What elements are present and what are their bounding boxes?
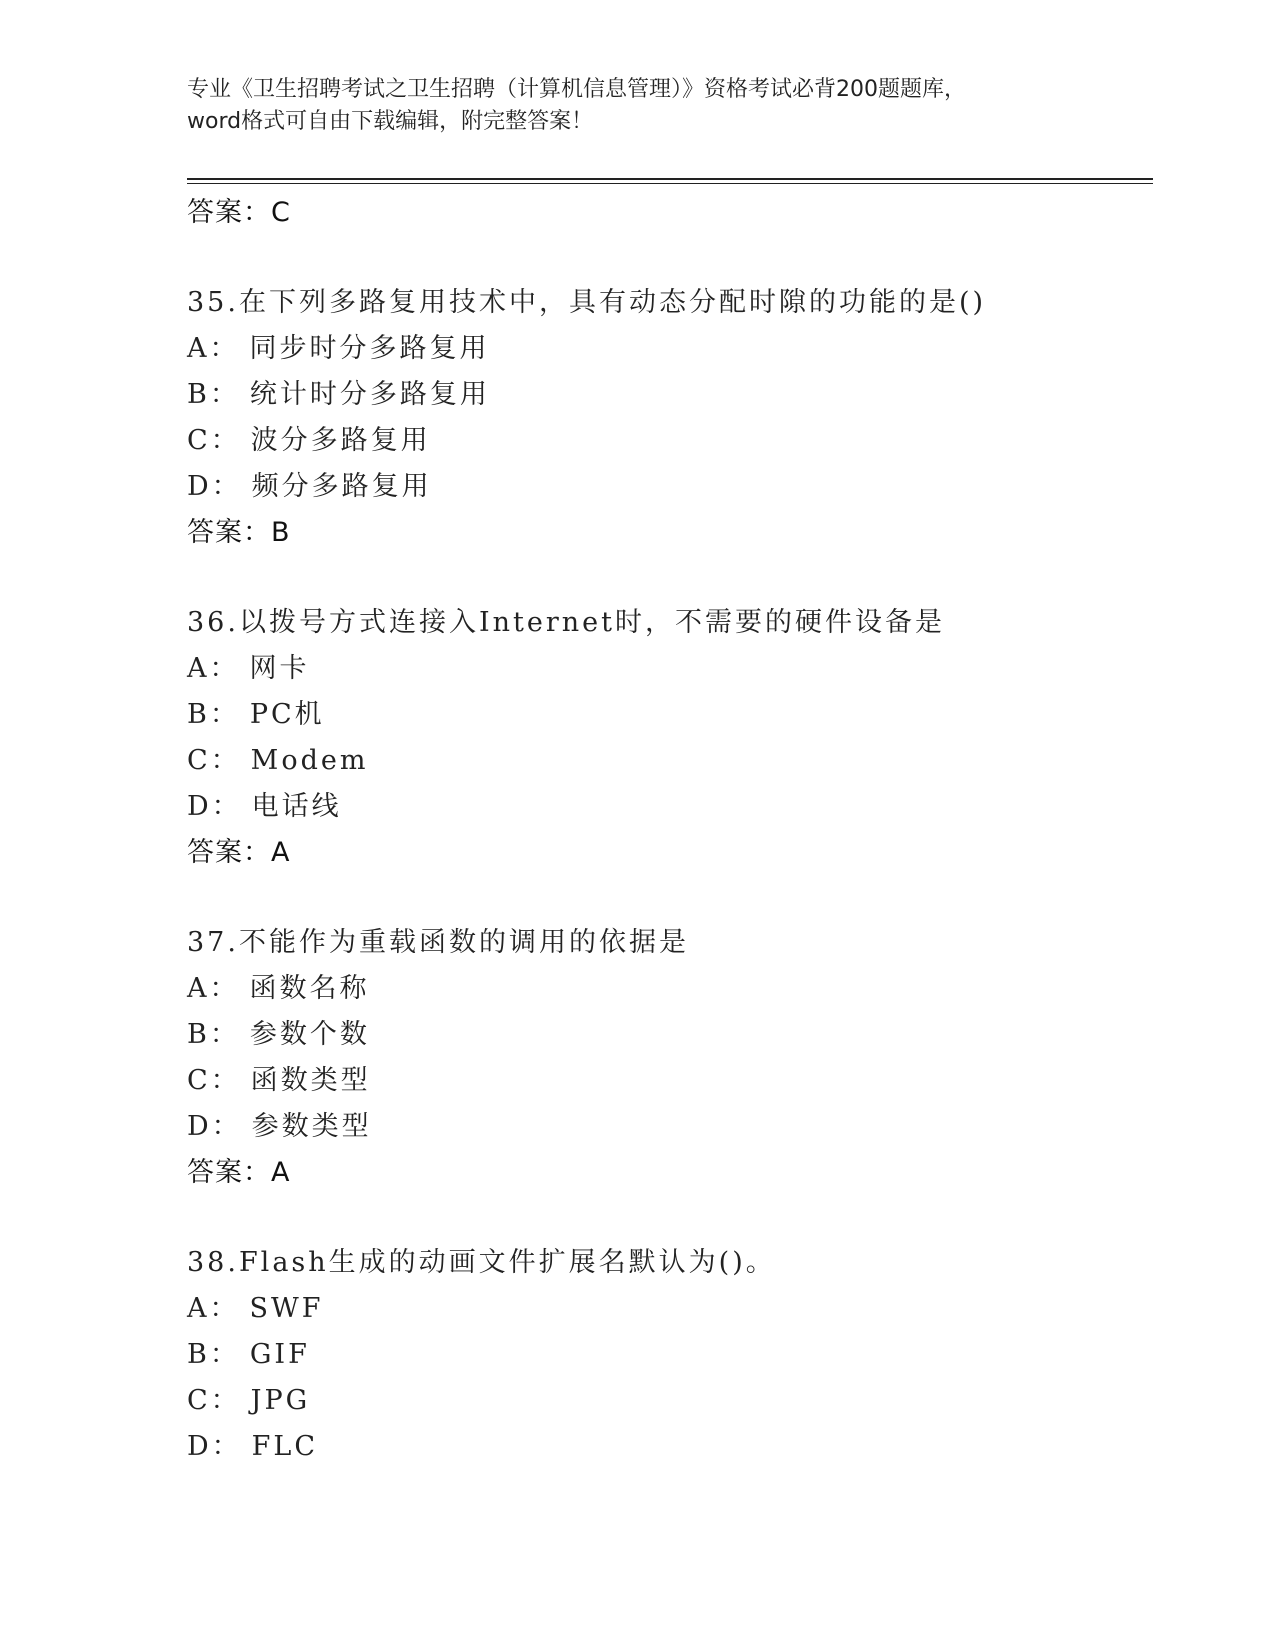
answer-line bbox=[187, 830, 1147, 876]
option-text: PC机 bbox=[249, 699, 325, 730]
option-letter: A： bbox=[187, 1293, 240, 1324]
header-line-2: word格式可自由下载编辑，附完整答案！ bbox=[187, 109, 594, 134]
option-letter: D： bbox=[187, 1431, 242, 1462]
option-text: 参数个数 bbox=[249, 1019, 370, 1050]
answer-line bbox=[187, 1150, 1147, 1196]
answer-value: C bbox=[271, 197, 290, 228]
option-text: 同步时分多路复用 bbox=[249, 333, 490, 364]
option-item bbox=[187, 692, 1147, 738]
option-letter: C： bbox=[187, 1385, 241, 1416]
answer-line bbox=[187, 190, 1147, 236]
answer-value: B bbox=[271, 517, 290, 548]
option-text: 统计时分多路复用 bbox=[249, 379, 490, 410]
question-block bbox=[187, 920, 1147, 1196]
option-text: 函数类型 bbox=[250, 1065, 371, 1096]
document-header bbox=[187, 74, 1087, 138]
option-text: 函数名称 bbox=[249, 973, 370, 1004]
option-item bbox=[187, 372, 1147, 418]
option-item bbox=[187, 1332, 1147, 1378]
option-item bbox=[187, 326, 1147, 372]
option-item bbox=[187, 1424, 1147, 1470]
answer-label: 答案： bbox=[187, 517, 271, 548]
question-number: 35. bbox=[187, 287, 239, 318]
option-text: 电话线 bbox=[251, 791, 342, 822]
question-block bbox=[187, 600, 1147, 876]
option-letter: B： bbox=[187, 699, 240, 730]
option-item bbox=[187, 1058, 1147, 1104]
option-item bbox=[187, 418, 1147, 464]
option-item bbox=[187, 464, 1147, 510]
option-letter: A： bbox=[187, 333, 240, 364]
option-text: 参数类型 bbox=[251, 1111, 372, 1142]
answer-value: A bbox=[271, 1157, 290, 1188]
option-letter: A： bbox=[187, 653, 240, 684]
question-text bbox=[187, 280, 1147, 326]
question-number: 38. bbox=[187, 1247, 239, 1278]
header-divider-thick bbox=[187, 178, 1153, 180]
option-text: 频分多路复用 bbox=[251, 471, 432, 502]
option-item bbox=[187, 966, 1147, 1012]
option-text: 网卡 bbox=[249, 653, 310, 684]
question-text bbox=[187, 1240, 1147, 1286]
option-letter: B： bbox=[187, 1339, 240, 1370]
question-number: 37. bbox=[187, 927, 239, 958]
question-body: 以拨号方式连接入Internet时，不需要的硬件设备是 bbox=[238, 607, 945, 638]
question-block bbox=[187, 1240, 1147, 1470]
option-letter: D： bbox=[187, 471, 242, 502]
option-letter: B： bbox=[187, 1019, 240, 1050]
header-divider-thin bbox=[187, 183, 1153, 184]
option-text: GIF bbox=[249, 1339, 310, 1370]
block-gap bbox=[187, 1196, 1147, 1240]
option-text: 波分多路复用 bbox=[250, 425, 431, 456]
answer-label: 答案： bbox=[187, 1157, 271, 1188]
answer-value: A bbox=[271, 837, 290, 868]
option-item bbox=[187, 1286, 1147, 1332]
question-list bbox=[187, 190, 1147, 1470]
option-text: SWF bbox=[249, 1293, 324, 1324]
option-item bbox=[187, 1104, 1147, 1150]
option-letter: D： bbox=[187, 1111, 242, 1142]
block-gap bbox=[187, 236, 1147, 280]
header-line-1: 专业《卫生招聘考试之卫生招聘（计算机信息管理）》资格考试必背200题题库， bbox=[187, 77, 966, 102]
option-item bbox=[187, 1378, 1147, 1424]
block-gap bbox=[187, 556, 1147, 600]
option-letter: A： bbox=[187, 973, 240, 1004]
option-text: JPG bbox=[250, 1385, 311, 1416]
option-item bbox=[187, 738, 1147, 784]
question-body: Flash生成的动画文件扩展名默认为()。 bbox=[238, 1247, 776, 1278]
option-letter: B： bbox=[187, 379, 240, 410]
question-text bbox=[187, 600, 1147, 646]
option-text: Modem bbox=[250, 745, 369, 776]
option-item bbox=[187, 1012, 1147, 1058]
option-letter: C： bbox=[187, 745, 241, 776]
question-number: 36. bbox=[187, 607, 239, 638]
answer-label: 答案： bbox=[187, 197, 271, 228]
option-letter: C： bbox=[187, 425, 241, 456]
answer-line bbox=[187, 510, 1147, 556]
question-body: 不能作为重载函数的调用的依据是 bbox=[238, 927, 689, 958]
option-item bbox=[187, 646, 1147, 692]
answer-label: 答案： bbox=[187, 837, 271, 868]
option-item bbox=[187, 784, 1147, 830]
option-letter: C： bbox=[187, 1065, 241, 1096]
question-body: 在下列多路复用技术中，具有动态分配时隙的功能的是() bbox=[238, 287, 987, 318]
option-text: FLC bbox=[251, 1431, 318, 1462]
question-block bbox=[187, 280, 1147, 556]
option-letter: D： bbox=[187, 791, 242, 822]
question-text bbox=[187, 920, 1147, 966]
block-gap bbox=[187, 876, 1147, 920]
